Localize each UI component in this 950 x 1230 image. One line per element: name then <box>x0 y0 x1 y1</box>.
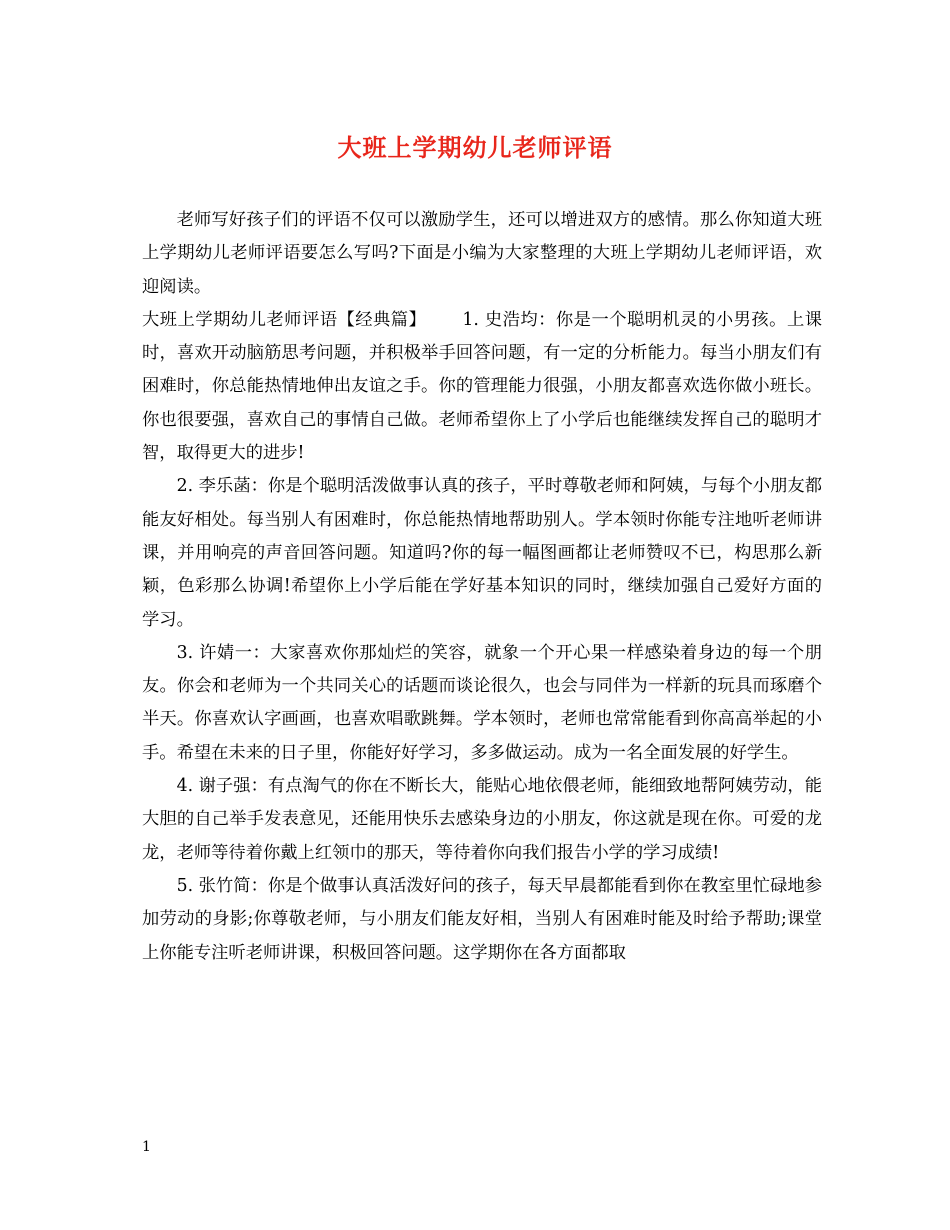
document-title: 大班上学期幼儿老师评语 <box>337 133 613 162</box>
comment-item-3: 3. 许婧一：大家喜欢你那灿烂的笑容，就象一个开心果一样感染着身边的每一个朋友。你会和老师为一个共同关心的话题而谈论很久，也会与同伴为一样新的玩具而琢磨个半天。你喜欢认字画画，也喜欢唱歌跳舞。学本领时，老师也常常能看到你高高举起的小手。希望在未来的日子里，你能好好学习，多多做运动。成为一名全面发展的好学生。 <box>142 642 822 763</box>
page-number: 1 <box>142 1139 151 1155</box>
section-heading: 大班上学期幼儿老师评语【经典篇】 <box>142 309 427 330</box>
comment-item-4: 4. 谢子强：有点淘气的你在不断长大，能贴心地依偎老师，能细致地帮阿姨劳动，能大胆的自己举手发表意见，还能用快乐去感染身边的小朋友，你这就是现在你。可爱的龙龙，老师等待着你戴上红领巾的那天，等待着你向我们报告小学的学习成绩! <box>142 776 822 863</box>
comment-item-5: 5. 张竹简：你是个做事认真活泼好问的孩子，每天早晨都能看到你在教室里忙碌地参加劳动的身影;你尊敬老师，与小朋友们能友好相，当别人有困难时能及时给予帮助;课堂上你能专注听老师讲课，积极回答问题。这学期你在各方面都取 <box>142 875 822 963</box>
document-body <box>142 204 822 970</box>
first-item-start: 1. 史浩均：你是一个聪明机灵的小男孩。 <box>462 309 787 330</box>
first-item-rest: 上课时，喜欢开动脑筋思考问题，并积极举手回答问题，有一定的分析能力。每当小朋友们有困难时，你总能热情地伸出友谊之手。你的管理能力很强，小朋友都喜欢选你做小班长。你也很要强，喜欢自己的事情自己做。老师希望你上了小学后也能继续发挥自己的聪明才智，取得更大的进步! <box>142 309 822 464</box>
section-first-paragraph <box>142 304 822 470</box>
intro-paragraph: 老师写好孩子们的评语不仅可以激励学生，还可以增进双方的感情。那么你知道大班上学期幼儿老师评语要怎么写吗?下面是小编为大家整理的大班上学期幼儿老师评语，欢迎阅读。 <box>142 210 822 297</box>
section-heading-line <box>142 310 787 330</box>
comment-item-2: 2. 李乐菡：你是个聪明活泼做事认真的孩子，平时尊敬老师和阿姨，与每个小朋友都能友好相处。每当别人有困难时，你总能热情地帮助别人。学本领时你能专注地听老师讲课，并用响亮的声音回答问题。知道吗?你的每一幅图画都让老师赞叹不已，构思那么新颖，色彩那么协调!希望你上小学后能在学好基本知识的同时，继续加强自己爱好方面的学习。 <box>142 476 822 630</box>
